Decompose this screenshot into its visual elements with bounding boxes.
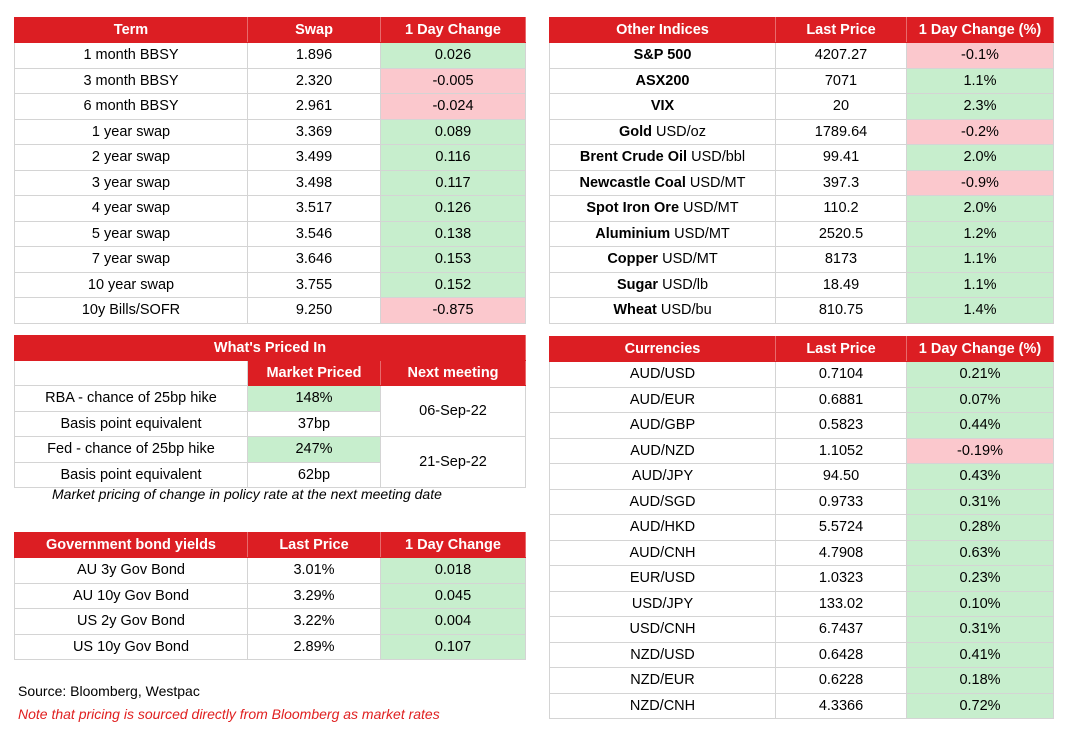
source-note: Source: Bloomberg, Westpac [18, 683, 200, 699]
index-row-unit-text: USD/bu [656, 302, 712, 319]
swap-row-change: 0.026 [381, 43, 526, 69]
currency-row-price: 133.02 [776, 591, 907, 617]
currency-row-pair: AUD/USD [550, 362, 776, 388]
bond-row [15, 558, 526, 584]
priced-header-next: Next meeting [381, 361, 526, 386]
index-row-price: 18.49 [776, 272, 907, 298]
index-row-unit-text: USD/oz [652, 123, 707, 140]
swap-row-term: 6 month BBSY [15, 94, 248, 120]
currency-row-pair: AUD/HKD [550, 515, 776, 541]
index-row [550, 298, 1054, 324]
index-row-price: 8173 [776, 247, 907, 273]
bond-row-name: US 2y Gov Bond [15, 609, 248, 635]
index-row-change: -0.2% [907, 119, 1054, 145]
index-row-name-text: Sugar [616, 276, 659, 293]
index-row [550, 145, 1054, 171]
bond-row-change: 0.045 [381, 583, 526, 609]
index-row-price: 99.41 [776, 145, 907, 171]
currency-row-price: 6.7437 [776, 617, 907, 643]
index-row-unit-text: USD/MT [679, 200, 739, 217]
swap-row [15, 298, 526, 324]
bond-row-price: 3.22% [248, 609, 381, 635]
currency-row-pair: AUD/EUR [550, 387, 776, 413]
index-row-name [550, 170, 776, 196]
index-row-name [550, 94, 776, 120]
swap-row-change: -0.005 [381, 68, 526, 94]
swap-row-term: 1 month BBSY [15, 43, 248, 69]
swap-row [15, 221, 526, 247]
index-row-name [550, 68, 776, 94]
disclaimer-note: Note that pricing is sourced directly from Bloomberg as market rates [18, 706, 440, 722]
swap-row [15, 119, 526, 145]
swap-row-value: 3.499 [248, 145, 381, 171]
priced-header-row [15, 361, 526, 386]
swap-row [15, 272, 526, 298]
whats-priced-in-table [14, 335, 526, 488]
currency-row-price: 0.6228 [776, 668, 907, 694]
currency-row [550, 387, 1054, 413]
fed-chance-row [15, 437, 526, 463]
bond-row-name: AU 10y Gov Bond [15, 583, 248, 609]
swap-row-term: 10y Bills/SOFR [15, 298, 248, 324]
currency-row [550, 617, 1054, 643]
currency-row-change: 0.10% [907, 591, 1054, 617]
currency-row [550, 413, 1054, 439]
index-row-name [550, 196, 776, 222]
index-row-name-text: Spot Iron Ore [586, 200, 680, 217]
currency-row-pair: AUD/GBP [550, 413, 776, 439]
rba-bp-value: 37bp [248, 411, 381, 437]
index-row-name-text: Gold [618, 123, 653, 140]
rba-next-meeting: 06-Sep-22 [381, 386, 526, 437]
currency-row-price: 4.3366 [776, 693, 907, 719]
currency-row-pair: AUD/CNH [550, 540, 776, 566]
swap-row [15, 43, 526, 69]
swap-row [15, 247, 526, 273]
bonds-header-row [15, 533, 526, 558]
currency-row-change: 0.44% [907, 413, 1054, 439]
fed-chance-label: Fed - chance of 25bp hike [15, 437, 248, 463]
index-row-name-text: Newcastle Coal [579, 174, 686, 191]
priced-in-note: Market pricing of change in policy rate at the next meeting date [52, 486, 442, 502]
swap-row [15, 170, 526, 196]
index-row-change: -0.1% [907, 43, 1054, 69]
bond-row-name: AU 3y Gov Bond [15, 558, 248, 584]
currency-row [550, 668, 1054, 694]
swap-row-change: 0.126 [381, 196, 526, 222]
index-row-name [550, 298, 776, 324]
swap-row-value: 3.646 [248, 247, 381, 273]
index-row [550, 247, 1054, 273]
currency-row-pair: EUR/USD [550, 566, 776, 592]
swap-row-change: 0.117 [381, 170, 526, 196]
index-row-change: -0.9% [907, 170, 1054, 196]
index-row [550, 170, 1054, 196]
swap-row-change: -0.024 [381, 94, 526, 120]
index-row-change: 2.0% [907, 196, 1054, 222]
currency-row-price: 0.7104 [776, 362, 907, 388]
currency-row-pair: NZD/CNH [550, 693, 776, 719]
rba-chance-value: 148% [248, 386, 381, 412]
index-row-name-text: Brent Crude Oil [579, 149, 688, 166]
bonds-header-change: 1 Day Change [381, 533, 526, 558]
index-row-name [550, 272, 776, 298]
index-row-name [550, 119, 776, 145]
currency-row-change: 0.18% [907, 668, 1054, 694]
bonds-header-name: Government bond yields [15, 533, 248, 558]
currency-row-pair: USD/CNH [550, 617, 776, 643]
currencies-table [549, 336, 1054, 719]
currency-row [550, 362, 1054, 388]
index-row [550, 221, 1054, 247]
index-row-price: 20 [776, 94, 907, 120]
fed-bp-value: 62bp [248, 462, 381, 488]
currency-row [550, 566, 1054, 592]
currency-row-pair: AUD/NZD [550, 438, 776, 464]
currency-row-change: 0.72% [907, 693, 1054, 719]
government-bond-yields-table [14, 532, 526, 660]
currency-row [550, 489, 1054, 515]
currency-row-change: 0.31% [907, 489, 1054, 515]
index-row [550, 94, 1054, 120]
index-row-price: 7071 [776, 68, 907, 94]
index-row-price: 810.75 [776, 298, 907, 324]
index-row-unit-text: USD/lb [658, 276, 709, 293]
swap-row-value: 3.369 [248, 119, 381, 145]
index-row [550, 119, 1054, 145]
swap-row-change: 0.089 [381, 119, 526, 145]
index-row-name-text: ASX200 [635, 72, 690, 89]
swap-row-term: 2 year swap [15, 145, 248, 171]
currencies-header-price: Last Price [776, 337, 907, 362]
currency-row-pair: NZD/USD [550, 642, 776, 668]
currency-row [550, 591, 1054, 617]
currency-row [550, 693, 1054, 719]
index-row-change: 2.0% [907, 145, 1054, 171]
bond-row [15, 634, 526, 660]
swap-row-value: 3.546 [248, 221, 381, 247]
indices-header-change: 1 Day Change (%) [907, 18, 1054, 43]
currency-row [550, 642, 1054, 668]
index-row-change: 2.3% [907, 94, 1054, 120]
currencies-header-change: 1 Day Change (%) [907, 337, 1054, 362]
currency-row-price: 94.50 [776, 464, 907, 490]
index-row-price: 397.3 [776, 170, 907, 196]
index-row-price: 110.2 [776, 196, 907, 222]
currency-row [550, 515, 1054, 541]
index-row-price: 1789.64 [776, 119, 907, 145]
index-row-unit-text: USD/MT [658, 251, 718, 268]
currency-row-change: 0.21% [907, 362, 1054, 388]
currency-row-change: 0.07% [907, 387, 1054, 413]
index-row [550, 272, 1054, 298]
swap-row-value: 3.517 [248, 196, 381, 222]
bond-row-price: 3.29% [248, 583, 381, 609]
index-row-name [550, 145, 776, 171]
index-row-change: 1.1% [907, 247, 1054, 273]
swap-row-value: 3.755 [248, 272, 381, 298]
index-row-price: 2520.5 [776, 221, 907, 247]
index-row [550, 196, 1054, 222]
bond-row-change: 0.107 [381, 634, 526, 660]
index-row-change: 1.2% [907, 221, 1054, 247]
index-row-name-text: Copper [607, 251, 659, 268]
swap-row-change: 0.153 [381, 247, 526, 273]
priced-header-market: Market Priced [248, 361, 381, 386]
currency-row-price: 1.0323 [776, 566, 907, 592]
currency-row-change: 0.28% [907, 515, 1054, 541]
currency-row-change: 0.41% [907, 642, 1054, 668]
indices-header-row [550, 18, 1054, 43]
currency-row-change: -0.19% [907, 438, 1054, 464]
swap-row [15, 94, 526, 120]
swap-header-term: Term [15, 18, 248, 43]
currency-row-price: 5.5724 [776, 515, 907, 541]
index-row [550, 43, 1054, 69]
fed-next-meeting: 21-Sep-22 [381, 437, 526, 488]
currency-row-price: 0.6428 [776, 642, 907, 668]
currencies-header-row [550, 337, 1054, 362]
swap-row-term: 7 year swap [15, 247, 248, 273]
swap-row-change: 0.152 [381, 272, 526, 298]
index-row-change: 1.4% [907, 298, 1054, 324]
currency-row [550, 438, 1054, 464]
swap-row-change: -0.875 [381, 298, 526, 324]
indices-header-price: Last Price [776, 18, 907, 43]
index-row-name-text: Aluminium [595, 225, 671, 242]
currency-row-pair: NZD/EUR [550, 668, 776, 694]
index-row [550, 68, 1054, 94]
currency-row-pair: AUD/JPY [550, 464, 776, 490]
currency-row-change: 0.43% [907, 464, 1054, 490]
rba-chance-label: RBA - chance of 25bp hike [15, 386, 248, 412]
swap-row-term: 4 year swap [15, 196, 248, 222]
bond-row-change: 0.018 [381, 558, 526, 584]
currency-row-price: 4.7908 [776, 540, 907, 566]
bond-row-change: 0.004 [381, 609, 526, 635]
swap-row-value: 1.896 [248, 43, 381, 69]
swap-row-change: 0.116 [381, 145, 526, 171]
index-row-change: 1.1% [907, 272, 1054, 298]
index-row-unit-text: USD/MT [685, 174, 746, 191]
swap-rates-table [14, 17, 526, 324]
index-row-name [550, 247, 776, 273]
priced-title: What's Priced In [15, 336, 526, 361]
currency-row-pair: USD/JPY [550, 591, 776, 617]
bond-row [15, 609, 526, 635]
bond-row-name: US 10y Gov Bond [15, 634, 248, 660]
currency-row-change: 0.31% [907, 617, 1054, 643]
index-row-name-text: VIX [650, 98, 675, 115]
swap-row-value: 2.320 [248, 68, 381, 94]
index-row-unit-text: USD/MT [670, 225, 730, 242]
swap-row-term: 10 year swap [15, 272, 248, 298]
index-row-name-text: Wheat [613, 302, 657, 319]
swap-row-value: 9.250 [248, 298, 381, 324]
indices-header-name: Other Indices [550, 18, 776, 43]
index-row-name [550, 221, 776, 247]
bond-row [15, 583, 526, 609]
currency-row-price: 0.5823 [776, 413, 907, 439]
swap-row-change: 0.138 [381, 221, 526, 247]
bonds-header-price: Last Price [248, 533, 381, 558]
swap-row-value: 3.498 [248, 170, 381, 196]
swap-row-value: 2.961 [248, 94, 381, 120]
swap-row-term: 5 year swap [15, 221, 248, 247]
bond-row-price: 2.89% [248, 634, 381, 660]
index-row-name-text: S&P 500 [633, 47, 692, 64]
currency-row-price: 1.1052 [776, 438, 907, 464]
swap-header-change: 1 Day Change [381, 18, 526, 43]
other-indices-table [549, 17, 1054, 324]
index-row-price: 4207.27 [776, 43, 907, 69]
currencies-header-pair: Currencies [550, 337, 776, 362]
rba-chance-row [15, 386, 526, 412]
currency-row-change: 0.23% [907, 566, 1054, 592]
swap-header-swap: Swap [248, 18, 381, 43]
swap-row [15, 68, 526, 94]
index-row-unit-text: USD/bbl [687, 149, 746, 166]
currency-row [550, 540, 1054, 566]
fed-bp-label: Basis point equivalent [15, 462, 248, 488]
fed-chance-value: 247% [248, 437, 381, 463]
priced-title-row [15, 336, 526, 361]
swap-row-term: 3 year swap [15, 170, 248, 196]
swap-row-term: 1 year swap [15, 119, 248, 145]
currency-row-pair: AUD/SGD [550, 489, 776, 515]
priced-header-blank [15, 361, 248, 386]
index-row-name [550, 43, 776, 69]
currency-row-price: 0.6881 [776, 387, 907, 413]
currency-row [550, 464, 1054, 490]
bond-row-price: 3.01% [248, 558, 381, 584]
swap-header-row [15, 18, 526, 43]
swap-row-term: 3 month BBSY [15, 68, 248, 94]
swap-row [15, 145, 526, 171]
currency-row-price: 0.9733 [776, 489, 907, 515]
rba-bp-label: Basis point equivalent [15, 411, 248, 437]
currency-row-change: 0.63% [907, 540, 1054, 566]
swap-row [15, 196, 526, 222]
index-row-change: 1.1% [907, 68, 1054, 94]
